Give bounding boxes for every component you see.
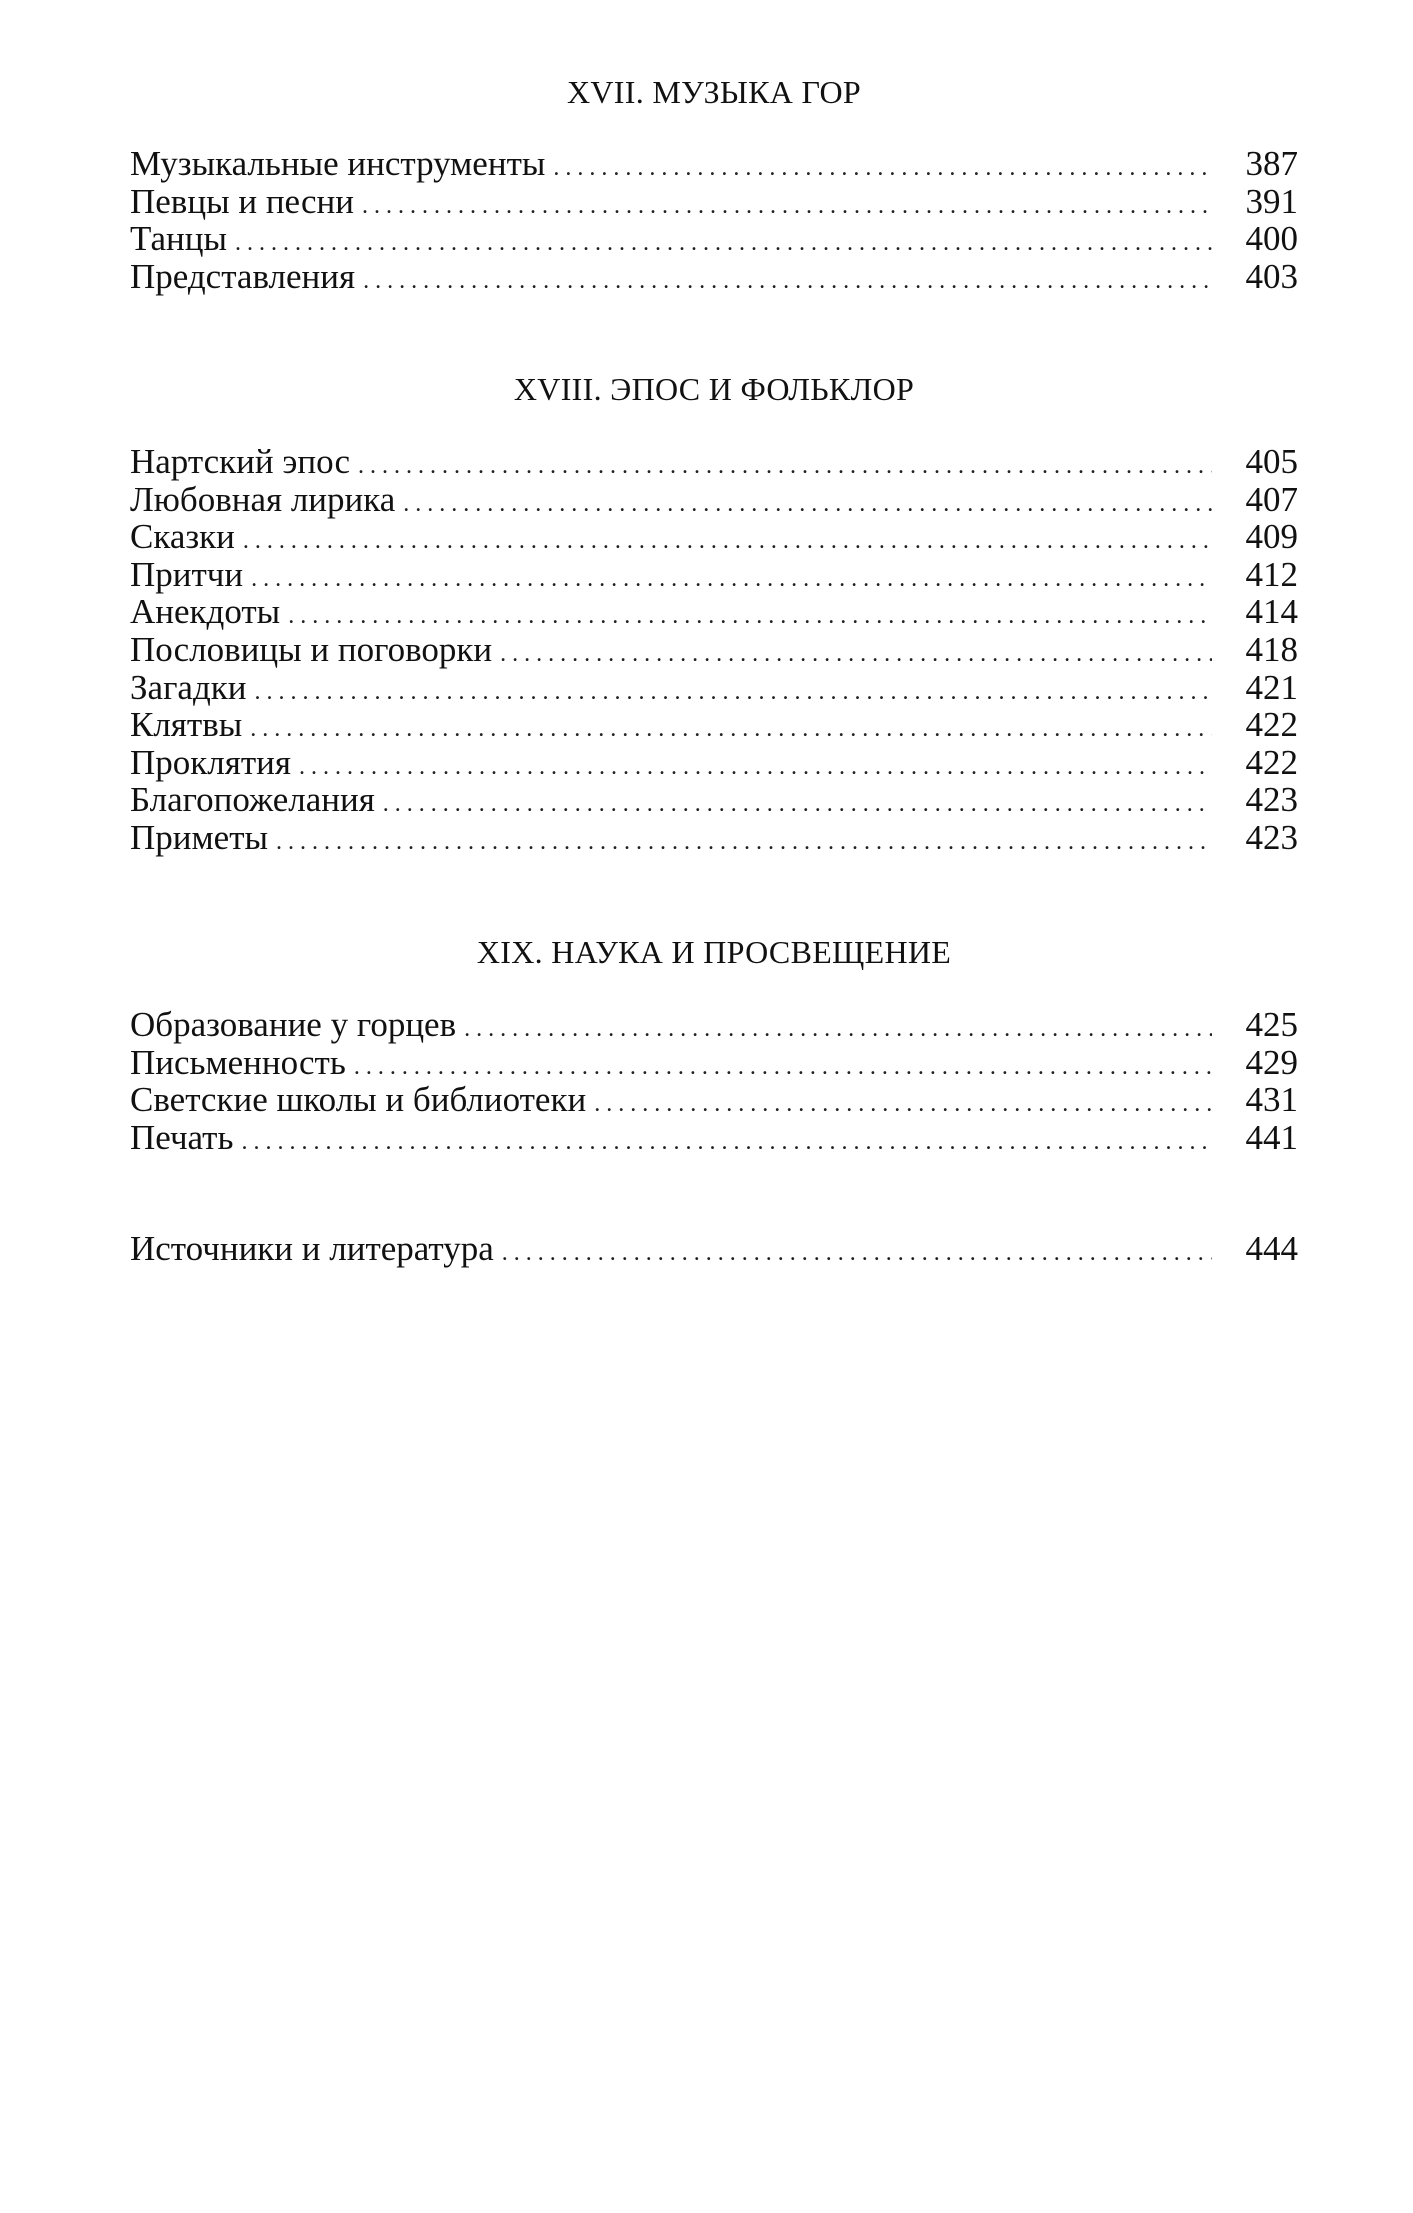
- toc-entry-title: Танцы: [130, 219, 228, 259]
- dot-leader: [363, 263, 1212, 301]
- dot-leader: [299, 749, 1212, 787]
- toc-entry-title: Притчи: [130, 554, 244, 594]
- toc-list-closing: [130, 1230, 1298, 1268]
- toc-entry[interactable]: [130, 706, 1298, 744]
- toc-entry-title: Нартский эпос: [130, 442, 350, 481]
- toc-entry-page: 418: [1245, 629, 1298, 669]
- toc-entry-page: 391: [1245, 181, 1298, 221]
- dot-leader: [500, 636, 1212, 674]
- toc-entry-title: Проклятия: [130, 742, 291, 782]
- dot-leader: [502, 1235, 1212, 1273]
- toc-entry[interactable]: [130, 744, 1298, 782]
- toc-entry[interactable]: [130, 1044, 1298, 1082]
- toc-entry-title: Образование у горцев: [130, 1005, 457, 1044]
- dot-leader: [383, 786, 1212, 824]
- toc-entry-page: 422: [1245, 742, 1298, 782]
- toc-entry-page: 431: [1245, 1080, 1298, 1120]
- toc-entry-page: 412: [1245, 554, 1298, 594]
- toc-list-xix: [130, 1006, 1298, 1156]
- toc-entry-title: Светские школы и библиотеки: [130, 1080, 587, 1120]
- dot-leader: [553, 150, 1212, 188]
- dot-leader: [403, 486, 1212, 524]
- toc-entry[interactable]: [130, 819, 1298, 857]
- toc-entry-page: 405: [1245, 442, 1298, 481]
- toc-entry[interactable]: [130, 1081, 1298, 1119]
- toc-entry-page: 423: [1245, 780, 1298, 820]
- toc-entry-page: 444: [1245, 1229, 1298, 1268]
- toc-entry[interactable]: [130, 220, 1298, 258]
- toc-entry-title: Письменность: [130, 1042, 346, 1082]
- section-heading-xvii: XVII. МУЗЫКА ГОР: [566, 74, 862, 110]
- toc-entry-page: 387: [1245, 144, 1298, 183]
- toc-entry-title: Загадки: [130, 667, 247, 707]
- toc-entry-page: 429: [1245, 1042, 1298, 1082]
- section-heading-xviii: XVIII. ЭПОС И ФОЛЬКЛОР: [513, 371, 915, 407]
- dot-leader: [594, 1086, 1212, 1124]
- toc-entry[interactable]: [130, 443, 1298, 481]
- toc-entry[interactable]: [130, 556, 1298, 594]
- toc-entry-page: 407: [1245, 479, 1298, 519]
- toc-entry[interactable]: [130, 781, 1298, 819]
- toc-entry-title: Клятвы: [130, 705, 243, 745]
- section-heading-xix: XIX. НАУКА И ПРОСВЕЩЕНИЕ: [476, 934, 952, 970]
- toc-entry[interactable]: [130, 183, 1298, 221]
- toc-entry-page: 403: [1245, 256, 1298, 296]
- toc-entry-page: 441: [1245, 1117, 1298, 1157]
- toc-entry-page: 400: [1245, 219, 1298, 259]
- toc-entry[interactable]: [130, 631, 1298, 669]
- toc-entry-title: Благопожелания: [130, 780, 375, 820]
- toc-entry-title: Источники и литература: [130, 1229, 494, 1268]
- dot-leader: [241, 1124, 1212, 1162]
- toc-entry[interactable]: [130, 593, 1298, 631]
- toc-entry-page: 423: [1245, 817, 1298, 857]
- dot-leader: [362, 188, 1212, 226]
- toc-entry-sources[interactable]: [130, 1230, 1298, 1268]
- toc-list-xvii: [130, 145, 1298, 295]
- toc-entry[interactable]: [130, 669, 1298, 707]
- toc-entry-page: 422: [1245, 705, 1298, 745]
- toc-entry-title: Печать: [130, 1117, 234, 1157]
- toc-entry-title: Представления: [130, 256, 356, 296]
- toc-entry-title: Анекдоты: [130, 592, 281, 632]
- toc-entry-page: 425: [1245, 1005, 1298, 1044]
- toc-entry-title: Любовная лирика: [130, 479, 396, 519]
- toc-entry[interactable]: [130, 145, 1298, 183]
- toc-entry[interactable]: [130, 518, 1298, 556]
- dot-leader: [251, 561, 1212, 599]
- toc-entry-page: 409: [1245, 517, 1298, 557]
- toc-entry-title: Приметы: [130, 817, 269, 857]
- dot-leader: [255, 674, 1212, 712]
- dot-leader: [464, 1011, 1212, 1049]
- dot-leader: [276, 824, 1212, 862]
- dot-leader: [243, 523, 1212, 561]
- toc-entry-title: Певцы и песни: [130, 181, 354, 221]
- toc-entry[interactable]: [130, 1006, 1298, 1044]
- toc-entry-title: Сказки: [130, 517, 235, 557]
- toc-entry-title: Музыкальные инструменты: [130, 144, 546, 183]
- toc-entry[interactable]: [130, 258, 1298, 296]
- dot-leader: [358, 448, 1212, 486]
- dot-leader: [235, 225, 1212, 263]
- toc-list-xviii: [130, 443, 1298, 857]
- toc-entry-page: 421: [1245, 667, 1298, 707]
- toc-entry[interactable]: [130, 1119, 1298, 1157]
- toc-entry-title: Пословицы и поговорки: [130, 629, 493, 669]
- toc-entry[interactable]: [130, 481, 1298, 519]
- toc-entry-page: 414: [1245, 592, 1298, 632]
- dot-leader: [250, 711, 1212, 749]
